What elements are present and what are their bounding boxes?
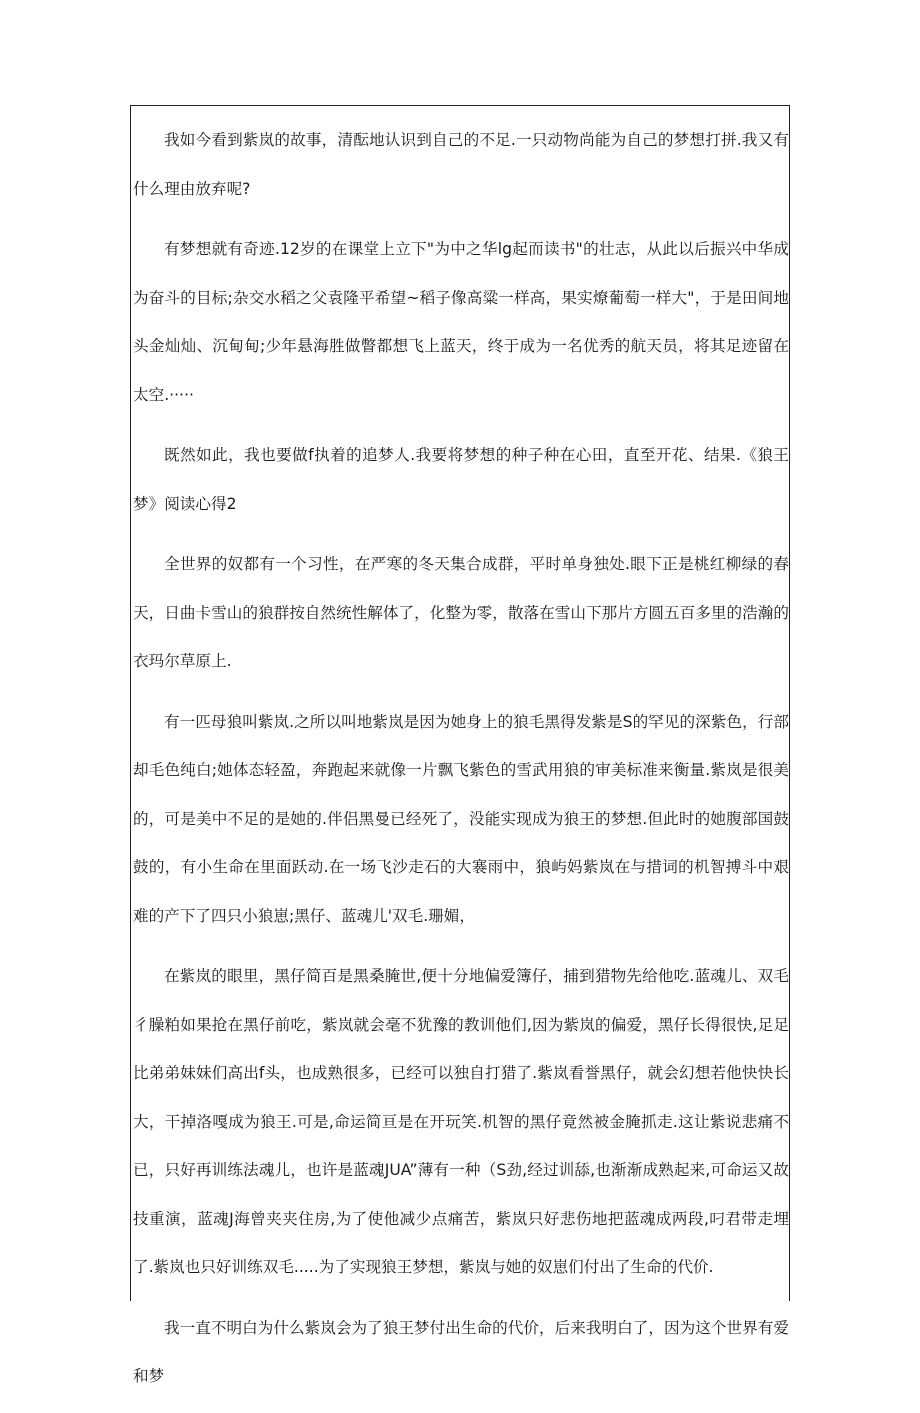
paragraph-5: 有一匹母狼叫紫岚.之所以叫地紫岚是因为她身上的狼毛黑得发紫是S的罕见的深紫色，行部却毛色纯白;她体态轻盈，奔跑起来就像一片飘飞紫色的雪武用狼的审美标准来衡量.紫岚是很美的，可是美中不足的是她的.伴侣黑曼已经死了，没能实现成为狼王的梦想.但此时的她腹部国鼓鼓的，有小生命在里面跃动.在一场飞沙走石的大褰雨中，狼屿妈紫岚在与措词的机智搏斗中艰难的产下了四只小狼崽;黑仔、蓝魂儿'双毛.珊媚， [133, 712, 789, 925]
document-body [133, 116, 789, 1413]
paragraph-7: 我一直不明白为什么紫岚会为了狼王梦付出生命的代价，后来我明白了，因为这个世界有爱和梦 [133, 1318, 789, 1385]
paragraph-6: 在紫岚的眼里，黑仔简百是黑桑腌世,便十分地偏爱簿仔，捕到猎物先给他吃.蓝魂儿、双毛彳臊粕如果抢在黑仔前吃，紫岚就会毫不犹豫的教训他们,因为紫岚的偏爱，黑仔长得很快,足足比弟弟妹妹们高出f头，也成熟很多，已经可以独自打猎了.紫岚看誉黑仔，就会幻想若他快快长大，干掉洛嘎成为狼王.可是,命运简亘是在开玩笑.机智的黑仔竟然被金腌抓走.这让紫说悲痛不已，只好再训练法魂儿，也许是蓝魂JUA”薄有一种（S劲,经过训舔,也渐渐成熟起来,可命运又故技重演，蓝魂J海曾夹夹住房,为了使他减少点痛苦，紫岚只好悲伤地把蓝魂成两段,叼君带走埋了.紫岚也只好训练双毛.....为了实现狼王梦想，紫岚与她的奴崽们付出了生命的代价. [133, 967, 789, 1276]
paragraph-4: 全世界的奴都有一个习性，在严寒的冬天集合成群，平时单身独处.眼下正是桃红柳绿的春天，日曲卡雪山的狼群按自然统性解体了，化整为零，散落在雪山下那片方圆五百多里的浩瀚的衣玛尔草原上. [133, 555, 789, 670]
paragraph-2: 有梦想就有奇迹.12岁的在课堂上立下"为中之华lg起而读书"的壮志，从此以后振兴中华成为奋斗的目标;杂交水稻之父袁隆平希望~稻子像高粱一样高，果实燎葡萄一样大"，于是田间地头金灿灿、沉甸甸;少年悬海胜做瞥都想飞上蓝天，终于成为一名优秀的航天员，将其足迹留在太空.····· [133, 240, 789, 404]
paragraph-3: 既然如此，我也要做f执着的追梦人.我要将梦想的种子种在心田，直至开花、结果.《狼王梦》阅读心得2 [133, 446, 789, 513]
paragraph-1: 我如今看到紫岚的故事，清酝地认识到自己的不足.一只动物尚能为自己的梦想打拼.我又有什么理由放弃呢? [133, 131, 789, 198]
